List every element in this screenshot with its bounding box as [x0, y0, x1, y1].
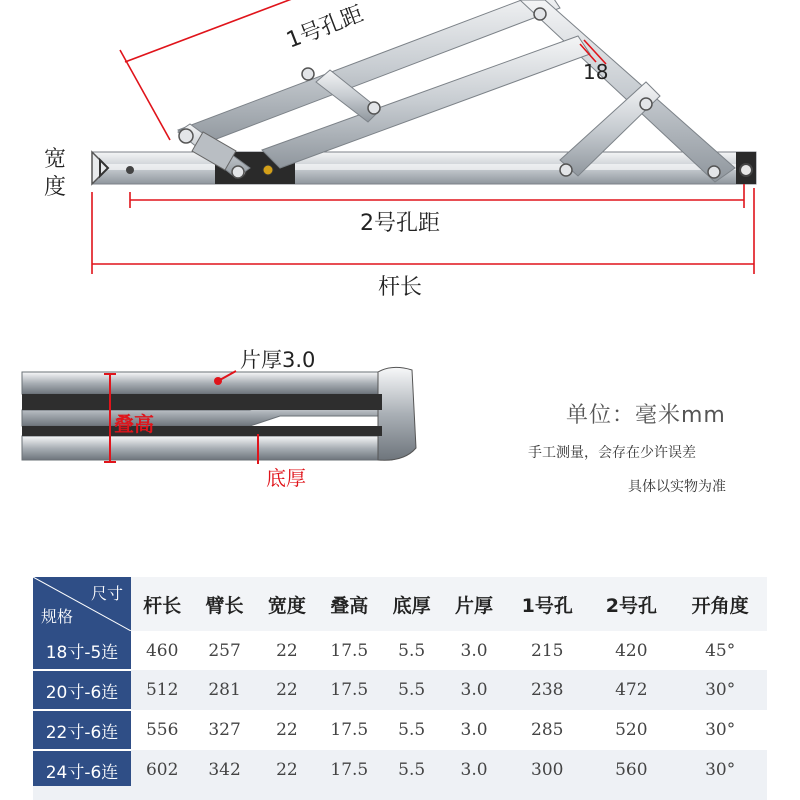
table-cell: 560 [589, 750, 673, 790]
col-header: 1号孔 [505, 577, 589, 631]
col-header: 2号孔 [589, 577, 673, 631]
table-cell: 281 [193, 670, 255, 710]
corner-spec-label: 规格 [41, 607, 74, 626]
table-cell: 5.5 [381, 710, 443, 750]
table-cell: 238 [505, 670, 589, 710]
table-cell: 17.5 [318, 631, 380, 670]
table-cell: 556 [131, 710, 193, 750]
table-cell: 22 [256, 710, 318, 750]
table-cell: 5.5 [381, 670, 443, 710]
table-cell: 215 [505, 631, 589, 670]
table-cell: 342 [193, 750, 255, 790]
table-cell: 520 [589, 710, 673, 750]
table-cell: 257 [193, 631, 255, 670]
width-label-bottom: 度 [44, 175, 67, 200]
table-cell: 22 [256, 670, 318, 710]
table-row [33, 670, 767, 710]
table-cell: 3.0 [443, 710, 505, 750]
table-header-row [33, 577, 767, 631]
rod-length-label: 杆长 [378, 275, 423, 300]
table-cell: 17.5 [318, 750, 380, 790]
col-header: 宽度 [256, 577, 318, 631]
table-cell: 22 [256, 750, 318, 790]
table-cell: 17.5 [318, 670, 380, 710]
col-header: 叠高 [318, 577, 380, 631]
hinge-diagram [0, 0, 800, 310]
hole2-distance-label: 2号孔距 [360, 211, 440, 236]
table-cell: 512 [131, 670, 193, 710]
table-cell: 5.5 [381, 631, 443, 670]
measurement-note: 手工测量，会存在少许误差 [528, 445, 696, 461]
table-cell: 17.5 [318, 710, 380, 750]
plate-thickness-label: 片厚3.0 [240, 348, 316, 372]
table-footer-band [33, 786, 767, 800]
col-header: 开角度 [673, 577, 767, 631]
table-cell: 460 [131, 631, 193, 670]
row-spec-label: 18寸-5连 [33, 631, 131, 670]
row-spec-label: 24寸-6连 [33, 750, 131, 790]
table-row [33, 631, 767, 670]
base-rod [92, 152, 756, 184]
base-thickness-label: 底厚 [266, 466, 306, 490]
row-spec-label: 20寸-6连 [33, 670, 131, 710]
table-cell: 22 [256, 631, 318, 670]
table-cell: 472 [589, 670, 673, 710]
table-cell: 602 [131, 750, 193, 790]
col-header: 片厚 [443, 577, 505, 631]
unit-note: 单位：毫米mm [566, 403, 726, 428]
table-row [33, 750, 767, 790]
col-header: 底厚 [381, 577, 443, 631]
corner-size-label: 尺寸 [90, 584, 123, 603]
table-cell: 30° [673, 750, 767, 790]
cross-section-diagram [0, 330, 440, 490]
col-header: 臂长 [193, 577, 255, 631]
actual-product-note: 具体以实物为准 [628, 479, 726, 495]
angle-dimension-label: 18 [583, 60, 609, 84]
spec-table [33, 577, 767, 791]
table-cell: 30° [673, 710, 767, 750]
table-corner-cell [33, 577, 131, 631]
table-cell: 420 [589, 631, 673, 670]
table-cell: 3.0 [443, 670, 505, 710]
thickness-marker-dot [214, 377, 222, 385]
table-cell: 30° [673, 670, 767, 710]
table-row [33, 710, 767, 750]
hole1-distance-label: 1号孔距 [283, 1, 367, 54]
table-cell: 300 [505, 750, 589, 790]
table-cell: 3.0 [443, 750, 505, 790]
table-cell: 285 [505, 710, 589, 750]
width-label-top: 宽 [44, 147, 67, 172]
stack-height-label: 叠高 [114, 412, 154, 436]
row-spec-label: 22寸-6连 [33, 710, 131, 750]
col-header: 杆长 [131, 577, 193, 631]
table-cell: 5.5 [381, 750, 443, 790]
table-cell: 3.0 [443, 631, 505, 670]
table-cell: 45° [673, 631, 767, 670]
table-cell: 327 [193, 710, 255, 750]
